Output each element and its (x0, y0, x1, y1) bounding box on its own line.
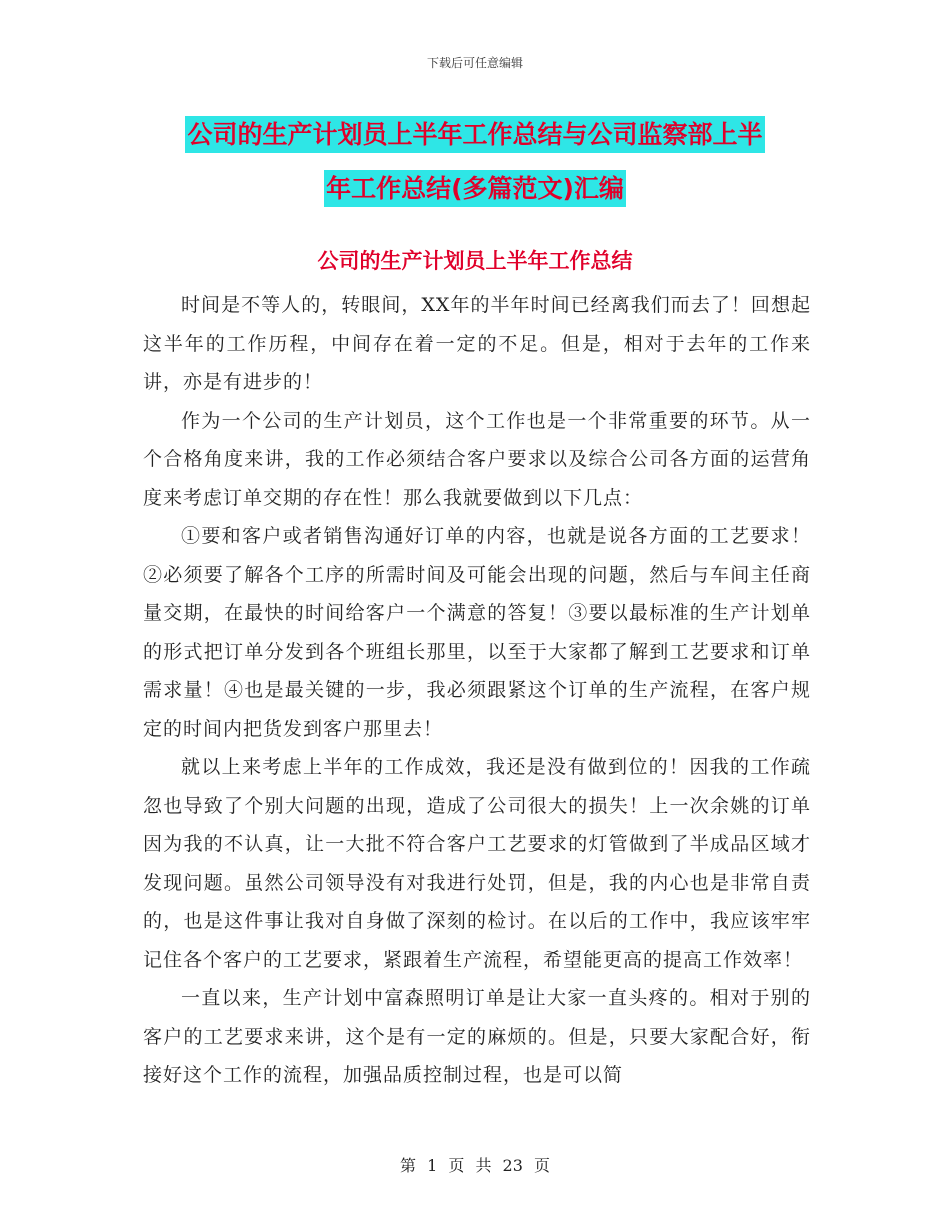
section-title: 公司的生产计划员上半年工作总结 (317, 249, 633, 273)
document-title-line-2: 年工作总结(多篇范文)汇编 (324, 170, 626, 207)
paragraph: 就以上来考虑上半年的工作成效，我还是没有做到位的！因我的工作疏忽也导致了个别大问题的出现，造成了公司很大的损失！上一次余姚的订单因为我的不认真，让一大批不符合客户工艺要求的灯管做到了半成品区域才发现问题。虽然公司领导没有对我进行处罚，但是，我的内心也是非常自责的，也是这件事让我对自身做了深刻的检讨。在以后的工作中，我应该牢牢记住各个客户的工艺要求，紧跟着生产流程，希望能更高的提高工作效率！ (143, 756, 811, 971)
page-footer: 第 1 页 共 23 页 (400, 1156, 550, 1175)
paragraph: 一直以来，生产计划中富森照明订单是让大家一直头疼的。相对于别的客户的工艺要求来讲，这个是有一定的麻烦的。但是，只要大家配合好，衔接好这个工作的流程，加强品质控制过程，也是可以简 (143, 987, 811, 1086)
header-note: 下载后可任意编辑 (426, 56, 523, 70)
document-body (143, 286, 811, 1095)
paragraph: 时间是不等人的，转眼间，XX年的半年时间已经离我们而去了！回想起这半年的工作历程，中间存在着一定的不足。但是，相对于去年的工作来讲，亦是有进步的！ (143, 294, 811, 393)
document-title (0, 108, 950, 216)
paragraph: ①要和客户或者销售沟通好订单的内容，也就是说各方面的工艺要求！②必须要了解各个工序的所需时间及可能会出现的问题，然后与车间主任商量交期，在最快的时间给客户一个满意的答复！③要以最标准的生产计划单的形式把订单分发到各个班组长那里，以至于大家都了解到工艺要求和订单需求量！④也是最关键的一步，我必须跟紧这个订单的生产流程，在客户规定的时间内把货发到客户那里去！ (143, 525, 811, 740)
paragraph: 作为一个公司的生产计划员，这个工作也是一个非常重要的环节。从一个合格角度来讲，我的工作必须结合客户要求以及综合公司各方面的运营角度来考虑订单交期的存在性！那么我就要做到以下几点： (143, 409, 811, 509)
document-title-line-1: 公司的生产计划员上半年工作总结与公司监察部上半 (185, 116, 764, 153)
